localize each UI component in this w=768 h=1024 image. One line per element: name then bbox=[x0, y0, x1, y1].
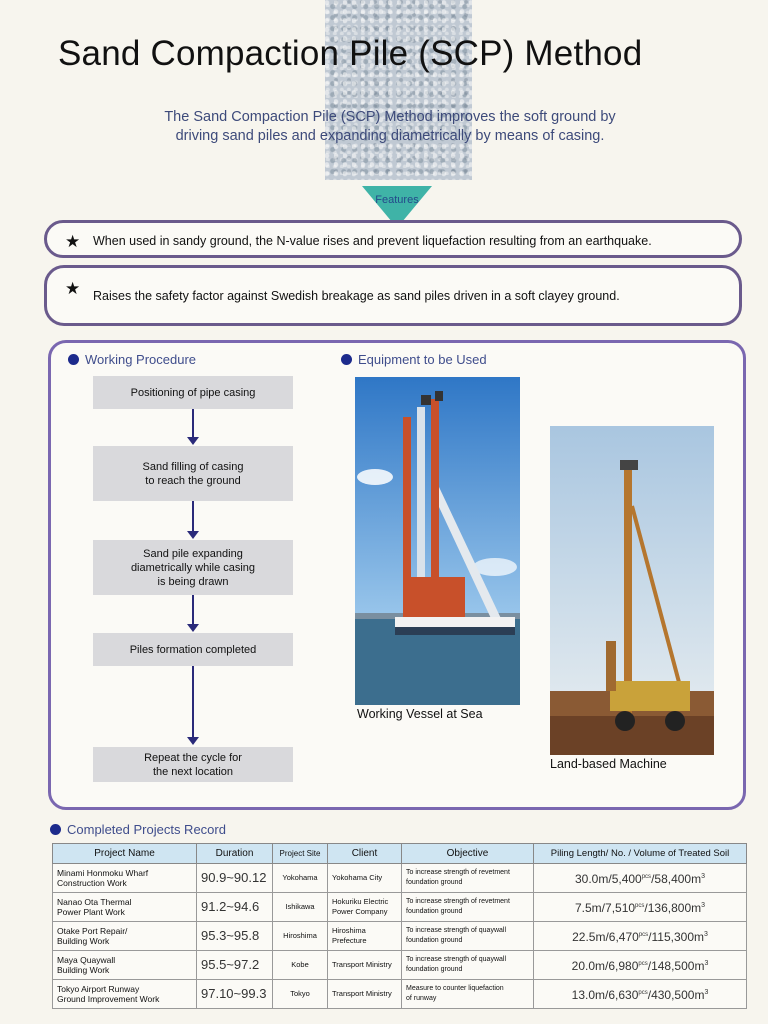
table-row bbox=[53, 951, 747, 980]
page-title: Sand Compaction Pile (SCP) Method bbox=[58, 34, 643, 73]
piling-length: 30.0m bbox=[574, 872, 609, 886]
separator: / bbox=[647, 988, 652, 1002]
cell-line: Power Company bbox=[332, 907, 388, 916]
cube-unit: 3 bbox=[704, 989, 709, 996]
piling-count: 7,510 bbox=[605, 901, 636, 915]
projects-heading bbox=[50, 822, 226, 837]
project-name-cell bbox=[53, 922, 197, 951]
step-line: Repeat the cycle for bbox=[144, 751, 242, 764]
cube-unit: 3 bbox=[704, 960, 709, 967]
flow-arrow-line bbox=[192, 409, 194, 438]
arrow-down-icon bbox=[187, 737, 199, 745]
table-row bbox=[53, 922, 747, 951]
cell-line: Power Plant Work bbox=[57, 907, 125, 917]
site-cell: Tokyo bbox=[273, 980, 328, 1009]
client-cell bbox=[328, 980, 402, 1009]
project-name-cell bbox=[53, 951, 197, 980]
objective-cell bbox=[402, 893, 534, 922]
column-header: Piling Length/ No. / Volume of Treated Soil bbox=[534, 844, 747, 864]
piling-cell bbox=[534, 922, 747, 951]
cube-unit: 3 bbox=[701, 902, 706, 909]
cell-line: foundation ground bbox=[406, 937, 463, 944]
feature-text: When used in sandy ground, the N-value rises and prevent liquefaction resulting from an earthquake. bbox=[93, 234, 652, 248]
piling-count: 6,980 bbox=[608, 959, 639, 973]
pcs-unit: pcs bbox=[635, 903, 645, 909]
column-header: Project Name bbox=[53, 844, 197, 864]
separator: / bbox=[651, 872, 655, 886]
cell-line: Construction Work bbox=[57, 878, 127, 888]
cell-line: Transport Ministry bbox=[332, 989, 392, 998]
subtitle-line-1: The Sand Compaction Pile (SCP) Method improves the soft ground by bbox=[164, 109, 616, 125]
piling-length: 22.5m bbox=[572, 930, 606, 944]
bullet-dot-icon bbox=[68, 354, 79, 365]
cell-line: Minami Honmoku Wharf bbox=[57, 868, 149, 878]
column-header: Client bbox=[328, 844, 402, 864]
cell-line: Hiroshima bbox=[332, 926, 366, 935]
separator: / bbox=[644, 901, 648, 915]
site-cell: Yokohama bbox=[273, 864, 328, 893]
flow-arrow-line bbox=[192, 666, 194, 738]
procedure-step bbox=[93, 376, 293, 409]
cell-line: Transport Ministry bbox=[332, 960, 392, 969]
pcs-unit: pcs bbox=[638, 990, 648, 996]
feature-item bbox=[44, 220, 742, 258]
page-subtitle bbox=[90, 108, 690, 146]
client-cell bbox=[328, 864, 402, 893]
sea-vessel-photo bbox=[355, 377, 520, 705]
treated-volume: 58,400m bbox=[654, 872, 702, 886]
piling-cell bbox=[534, 980, 747, 1009]
site-cell: Hiroshima bbox=[273, 922, 328, 951]
flow-arrow-line bbox=[192, 501, 194, 532]
project-name-cell bbox=[53, 893, 197, 922]
pcs-unit: pcs bbox=[641, 874, 652, 880]
cell-line: foundation ground bbox=[406, 908, 463, 915]
treated-volume: 430,500m bbox=[651, 988, 705, 1002]
cell-line: Building Work bbox=[57, 965, 110, 975]
site-cell: Ishikawa bbox=[273, 893, 328, 922]
objective-cell bbox=[402, 951, 534, 980]
arrow-down-icon bbox=[187, 437, 199, 445]
cell-line: Building Work bbox=[57, 936, 110, 946]
piling-length: 13.0m bbox=[571, 988, 605, 1002]
duration-cell: 95.5~97.2 bbox=[197, 951, 273, 980]
feature-item bbox=[44, 265, 742, 326]
piling-count: 6,630 bbox=[608, 988, 639, 1002]
pcs-unit: pcs bbox=[638, 932, 649, 938]
duration-cell: 90.9~90.12 bbox=[197, 864, 273, 893]
feature-text: Raises the safety factor against Swedish breakage as sand piles driven in a soft clayey ground. bbox=[93, 289, 620, 303]
bullet-dot-icon bbox=[341, 354, 352, 365]
separator: / bbox=[608, 872, 612, 886]
arrow-down-icon bbox=[187, 531, 199, 539]
step-line: diametrically while casing bbox=[130, 561, 256, 574]
cell-line: Yokohama City bbox=[332, 873, 383, 882]
procedure-step bbox=[93, 747, 293, 782]
duration-cell: 91.2~94.6 bbox=[197, 893, 273, 922]
step-line: the next location bbox=[152, 765, 234, 778]
cell-line: Nanao Ota Thermal bbox=[57, 897, 132, 907]
separator: / bbox=[605, 988, 609, 1002]
pcs-unit: pcs bbox=[638, 961, 648, 967]
cell-line: Otake Port Repair/ bbox=[57, 926, 128, 936]
cell-line: Tokyo Airport Runway bbox=[57, 984, 140, 994]
cell-line: To increase strength of revetment bbox=[406, 869, 510, 876]
land-machine-caption: Land-based Machine bbox=[550, 757, 667, 771]
procedure-step bbox=[93, 446, 293, 501]
table-row bbox=[53, 893, 747, 922]
client-cell bbox=[328, 922, 402, 951]
separator: / bbox=[601, 901, 606, 915]
subtitle-line-2: driving sand piles and expanding diametrically by means of casing. bbox=[175, 128, 605, 144]
column-header-text: Project Site bbox=[279, 848, 321, 858]
cube-unit: 3 bbox=[701, 873, 706, 880]
step-line: to reach the ground bbox=[145, 474, 241, 487]
cell-line: Hokuriku Electric bbox=[332, 897, 389, 906]
objective-cell bbox=[402, 864, 534, 893]
treated-volume: 136,800m bbox=[647, 901, 702, 915]
table-row bbox=[53, 980, 747, 1009]
piling-length: 20.0m bbox=[571, 959, 605, 973]
cell-line: of runway bbox=[406, 995, 437, 1002]
bullet-dot-icon bbox=[50, 824, 61, 835]
cell-line: To increase strength of revetment bbox=[406, 898, 510, 905]
step-line: Piles formation completed bbox=[129, 643, 257, 656]
column-header bbox=[273, 844, 328, 864]
duration-cell: 97.10~99.3 bbox=[197, 980, 273, 1009]
objective-cell bbox=[402, 980, 534, 1009]
separator: / bbox=[647, 959, 652, 973]
cube-unit: 3 bbox=[704, 931, 708, 938]
column-header: Objective bbox=[402, 844, 534, 864]
step-line: Sand filling of casing bbox=[142, 460, 244, 473]
piling-count: 6,470 bbox=[608, 930, 639, 944]
flow-arrow-line bbox=[192, 595, 194, 625]
step-line: Sand pile expanding bbox=[143, 547, 243, 560]
treated-volume: 115,300m bbox=[651, 930, 704, 944]
separator: / bbox=[605, 959, 609, 973]
cell-line: Ground Improvement Work bbox=[57, 994, 160, 1004]
procedure-step bbox=[93, 540, 293, 595]
procedure-step bbox=[93, 633, 293, 666]
features-label: Features bbox=[375, 194, 419, 206]
project-name-cell bbox=[53, 864, 197, 893]
cell-line: Measure to counter liquefaction bbox=[406, 985, 504, 992]
projects-heading-text: Completed Projects Record bbox=[67, 822, 226, 837]
site-cell: Kobe bbox=[273, 951, 328, 980]
piling-count: 5,400 bbox=[611, 872, 642, 886]
client-cell bbox=[328, 951, 402, 980]
piling-length: 7.5m bbox=[574, 901, 602, 915]
arrow-down-icon bbox=[187, 624, 199, 632]
cell-line: To increase strength of quaywall bbox=[406, 956, 506, 963]
cell-line: To increase strength of quaywall bbox=[406, 927, 506, 934]
cell-line: foundation ground bbox=[406, 966, 463, 973]
working-procedure-heading bbox=[68, 352, 196, 367]
step-line: Positioning of pipe casing bbox=[130, 386, 256, 399]
step-line: is being drawn bbox=[157, 575, 229, 588]
equipment-heading bbox=[341, 352, 487, 367]
sea-vessel-caption: Working Vessel at Sea bbox=[357, 707, 483, 721]
duration-cell: 95.3~95.8 bbox=[197, 922, 273, 951]
separator: / bbox=[605, 930, 609, 944]
land-machine-photo bbox=[550, 426, 714, 755]
background-texture bbox=[325, 0, 472, 180]
projects-table bbox=[52, 843, 747, 1009]
piling-cell bbox=[534, 893, 747, 922]
table-row bbox=[53, 864, 747, 893]
project-name-cell bbox=[53, 980, 197, 1009]
objective-cell bbox=[402, 922, 534, 951]
piling-cell bbox=[534, 864, 747, 893]
column-header: Duration bbox=[197, 844, 273, 864]
cell-line: Maya Quaywall bbox=[57, 955, 116, 965]
cell-line: foundation ground bbox=[406, 879, 463, 886]
separator: / bbox=[648, 930, 652, 944]
cell-line: Prefecture bbox=[332, 936, 367, 945]
treated-volume: 148,500m bbox=[651, 959, 705, 973]
equipment-heading-text: Equipment to be Used bbox=[358, 352, 487, 367]
star-icon: ★ bbox=[65, 232, 81, 251]
client-cell bbox=[328, 893, 402, 922]
working-procedure-heading-text: Working Procedure bbox=[85, 352, 197, 367]
piling-cell bbox=[534, 951, 747, 980]
table-header-row bbox=[53, 844, 747, 864]
star-icon: ★ bbox=[65, 279, 81, 298]
